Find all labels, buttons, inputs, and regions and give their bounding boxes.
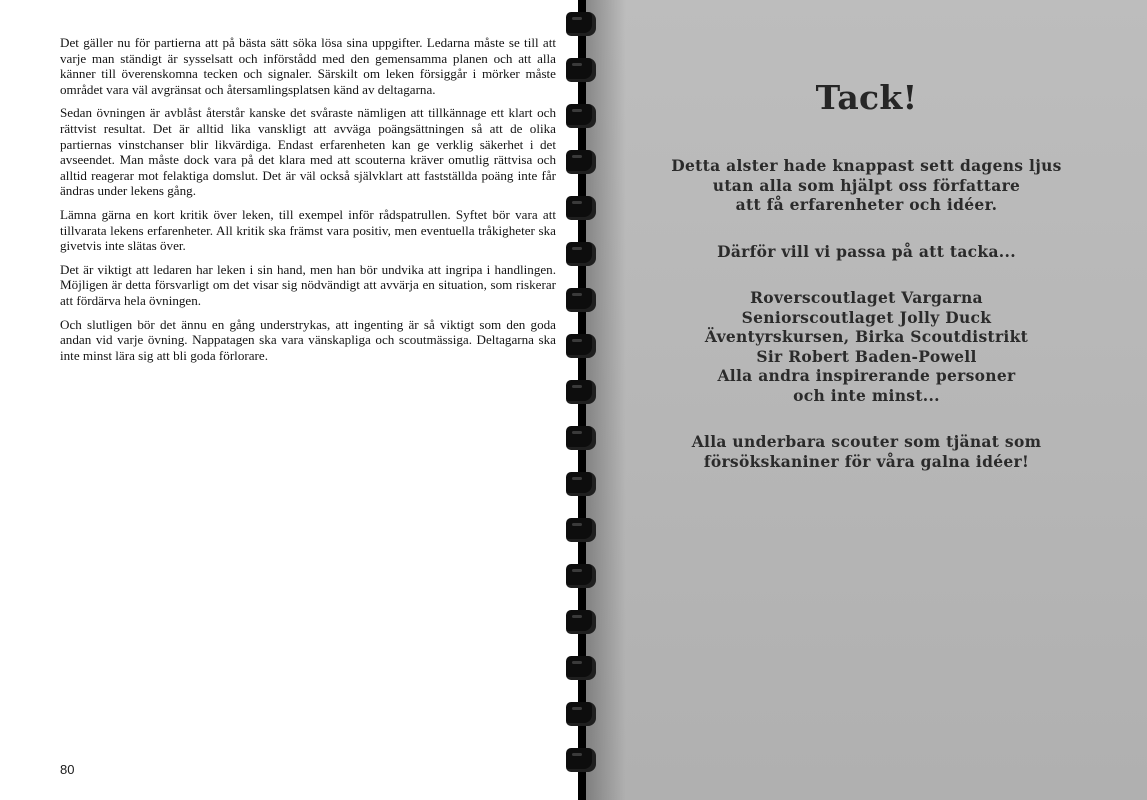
text-line: att få erfarenheter och idéer. (735, 195, 998, 214)
thanks-item: och inte minst... (793, 385, 940, 405)
binding-ring (566, 150, 596, 174)
spiral-binding (558, 0, 602, 800)
binding-ring (566, 334, 596, 358)
binding-ring (566, 12, 596, 36)
thanks-item: Äventyrskursen, Birka Scoutdistrikt (704, 327, 1029, 346)
binding-ring (566, 564, 596, 588)
binding-ring (566, 748, 596, 772)
thanks-item: Sir Robert Baden-Powell (756, 346, 977, 366)
right-page (586, 0, 1147, 800)
paragraph: Det gäller nu för partierna att på bästa sätt söka lösa sina uppgifter. Ledarna måste se till att varje man ständigt är sysselsatt och införstådd med den gemensamma planen och att alla känner till överenskomna tecken och signaler. Särskilt om leken försiggår i mörker måste området vara väl avgränsat och återsamlingsplatsen känd av deltagarna. (60, 35, 556, 97)
paragraph: Det är viktigt att ledaren har leken i sin hand, men han bör undvika att ingripa i handlingen. Möjligen är detta försvarligt om det visar sig nödvändigt att avvärja en situation, som riskerar att fördärva hela övningen. (60, 261, 556, 308)
paragraph: Lämna gärna en kort kritik över leken, till exempel inför rådspatrullen. Syftet bör vara att tillvarata lekens erfarenheter. All kritik ska främst vara positiv, men eventuella tråkigheter ska givetvis inte slätas över. (60, 206, 556, 254)
text-line: Detta alster hade knappast sett dagens ljus (671, 156, 1062, 175)
intro-block (586, 156, 1147, 215)
binding-ring (566, 288, 596, 312)
page-number: 80 (60, 762, 75, 777)
thanks-item: Seniorscoutlaget Jolly Duck (741, 307, 992, 327)
binding-ring (566, 196, 596, 220)
lead-block (586, 242, 1147, 262)
binding-ring (566, 426, 596, 450)
paragraph: Och slutligen bör det ännu en gång understrykas, att ingenting är så viktigt som den goda andan vid varje övning. Nappatagen ska vara vänskapliga och scoutmässiga. Deltagarna ska inte minst lära sig att bli goda förlorare. (60, 316, 556, 363)
thanks-item: Alla andra inspirerande personer (717, 366, 1016, 385)
binding-ring (566, 242, 596, 266)
page-title: Tack! (815, 78, 918, 117)
text-line: försökskaniner för våra galna idéer! (703, 451, 1030, 471)
acknowledgements (586, 78, 1147, 498)
binding-ring (566, 702, 596, 726)
thanks-item: Roverscoutlaget Vargarna (750, 288, 983, 307)
text-line: Alla underbara scouter som tjänat som (691, 432, 1042, 451)
binding-ring (566, 380, 596, 404)
binding-ring (566, 656, 596, 680)
binding-ring (566, 518, 596, 542)
left-page-body (60, 35, 556, 371)
text-line: Därför vill vi passa på att tacka... (717, 241, 1016, 261)
binding-ring (566, 472, 596, 496)
closing-block (586, 432, 1147, 471)
binding-ring (566, 610, 596, 634)
thanks-list (586, 288, 1147, 405)
binding-ring (566, 104, 596, 128)
text-line: utan alla som hjälpt oss författare (712, 175, 1021, 195)
binding-ring (566, 58, 596, 82)
paragraph: Sedan övningen är avblåst återstår kanske det svåraste nämligen att tillkännage ett klart och rättvist resultat. Det är alltid lika vanskligt att avväga poängsättningen så att de olika partiernas vinstchanser blir likvärdiga. Endast erfarenheten kan ge verklig säkerhet i det avseendet. Man måste dock vara på det klara med att scouterna kräver omutlig rättvisa och alltid reagerar mot felaktiga domslut. Det är väl också självklart att fastställda poäng inte får ändras under lekens gång. (60, 105, 556, 199)
